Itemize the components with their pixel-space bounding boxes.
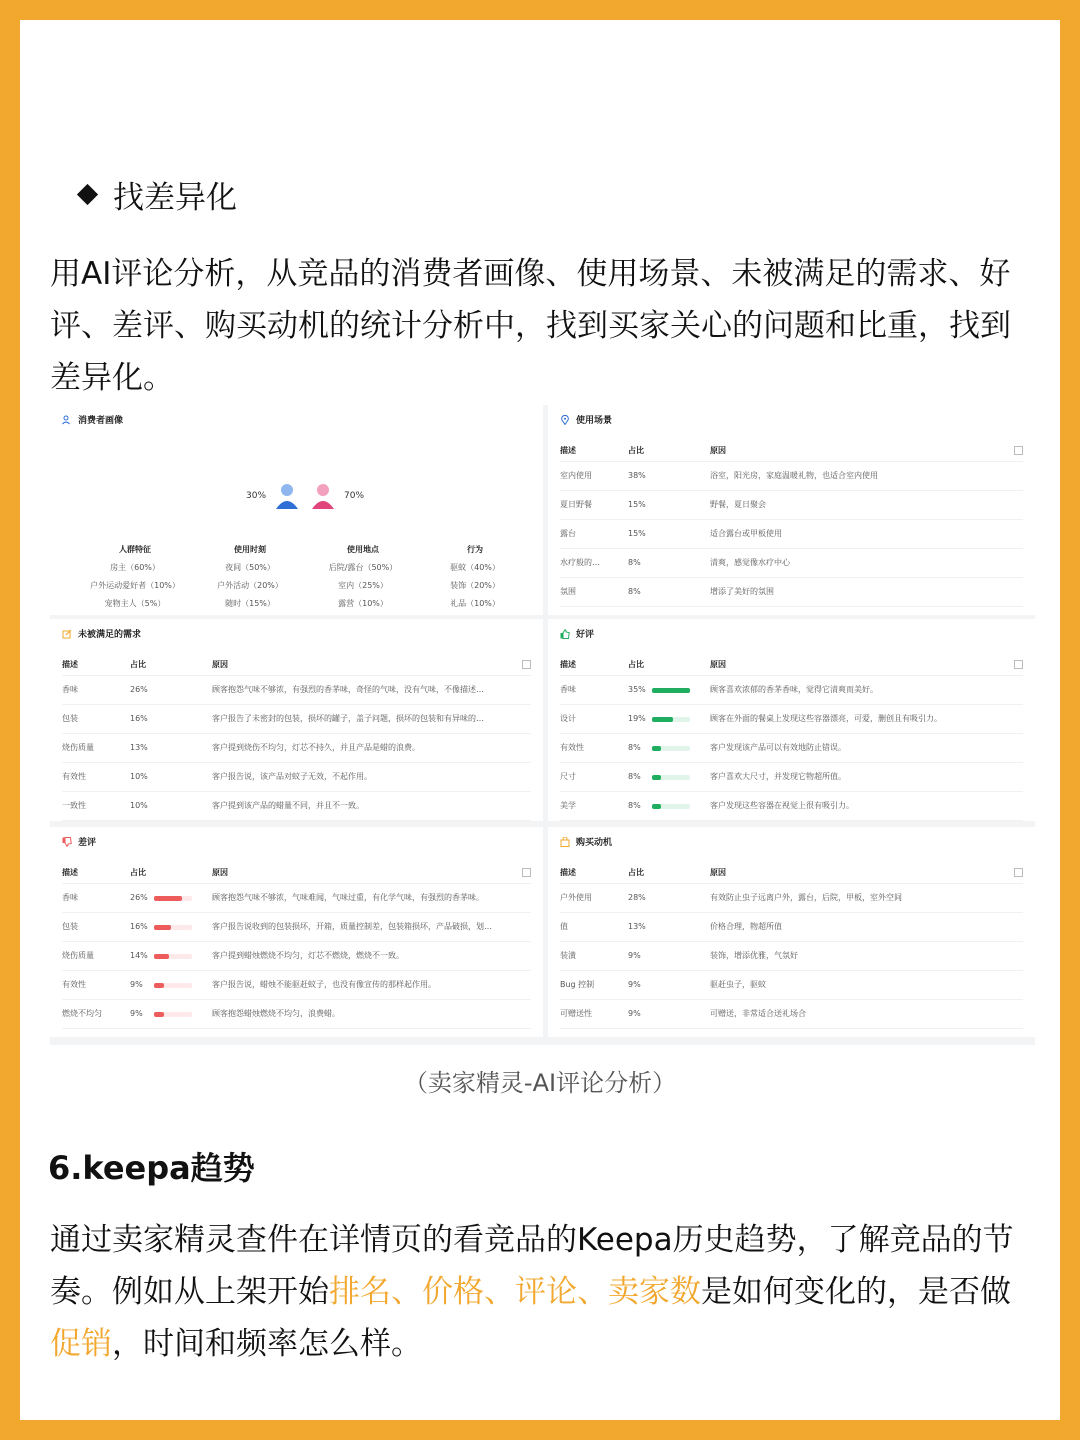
panel-title: 差评 bbox=[62, 835, 96, 848]
share-bar bbox=[652, 688, 690, 693]
table-row: 烧伤质量 14% 客户提到蜡烛燃烧不均匀，灯芯不燃烧，燃烧不一致。 bbox=[62, 942, 531, 971]
table-row: 室内使用 38% 浴室，阳光房，家庭温暖礼物，也适合室内使用 bbox=[560, 462, 1023, 491]
panel-title: 消费者画像 bbox=[62, 413, 123, 426]
users-icon bbox=[62, 415, 72, 425]
table-row: 尺寸 8% 客户喜欢大尺寸，并发现它物超所值。 bbox=[560, 763, 1023, 792]
section-heading bbox=[80, 172, 237, 217]
diamond-bullet-icon bbox=[77, 184, 98, 205]
shopping-bag-icon bbox=[560, 837, 570, 847]
table-header: 描述 占比 原因 bbox=[62, 863, 531, 884]
table-row: 香味 35% 顾客喜欢浓郁的香茅香味，觉得它清爽而美好。 bbox=[560, 676, 1023, 705]
share-bar bbox=[154, 896, 182, 901]
image-caption: （卖家精灵-AI评论分析） bbox=[403, 1069, 677, 1097]
table-row: 香味 26% 顾客抱怨气味不够浓，有强烈的香茅味，奇怪的气味，没有气味，不像描述… bbox=[62, 676, 531, 705]
column-settings-icon[interactable] bbox=[1014, 446, 1023, 455]
table-header: 描述 占比 原因 bbox=[560, 655, 1023, 676]
table-header: 描述 占比 原因 bbox=[560, 441, 1023, 462]
table-header: 描述 占比 原因 bbox=[560, 863, 1023, 884]
stat-group-time: 使用时刻 夜间（50%） 户外活动（20%） 随时（15%） bbox=[217, 545, 283, 608]
male-percentage: 30% bbox=[246, 491, 267, 501]
thumbs-down-icon bbox=[62, 837, 72, 847]
table-row: 一致性 10% 客户提到该产品的蜡量不同，并且不一致。 bbox=[62, 792, 531, 821]
table-row: 香味 26% 顾客抱怨气味不够浓，气味难闻，气味过重，有化学气味，有强烈的香茅味。 bbox=[62, 884, 531, 913]
table-row: 户外使用 28% 有效防止虫子远离户外，露台，后院，甲板，室外空间 bbox=[560, 884, 1023, 913]
share-bar bbox=[154, 1012, 164, 1017]
male-avatar-icon bbox=[274, 481, 300, 511]
share-bar bbox=[652, 746, 661, 751]
table-row: Bug 控制 9% 驱赶虫子，驱蚊 bbox=[560, 971, 1023, 1000]
usage-scenario-table bbox=[560, 441, 1023, 607]
table-row: 燃烧不均匀 9% 顾客抱怨蜡烛燃烧不均匀，浪费蜡。 bbox=[62, 1000, 531, 1029]
positive-reviews-panel bbox=[548, 619, 1035, 821]
column-settings-icon[interactable] bbox=[522, 868, 531, 877]
stat-group-crowd: 人群特征 房主（60%） 户外运动爱好者（10%） 宠物主人（5%） bbox=[90, 545, 180, 608]
positive-reviews-table bbox=[560, 655, 1023, 821]
unmet-needs-panel bbox=[50, 619, 543, 821]
keepa-paragraph: 通过卖家精灵查件在详情页的看竞品的Keepa历史趋势，了解竞品的节奏。例如从上架开始排名、价格、评论、卖家数是如何变化的，是否做促销，时间和频率怎么样。 bbox=[50, 1222, 1014, 1362]
highlight-promotion: 促销 bbox=[50, 1326, 112, 1362]
stat-group-behavior: 行为 驱蚊（40%） 装饰（20%） 礼品（10%） bbox=[450, 545, 500, 608]
panel-title: 使用场景 bbox=[560, 413, 612, 426]
column-settings-icon[interactable] bbox=[1014, 660, 1023, 669]
edit-icon bbox=[62, 629, 72, 639]
table-row: 有效性 8% 客户发现该产品可以有效地防止错误。 bbox=[560, 734, 1023, 763]
table-row: 设计 19% 顾客在外面的餐桌上发现这些容器漂亮，可爱，删创且有吸引力。 bbox=[560, 705, 1023, 734]
share-bar bbox=[154, 983, 164, 988]
table-row: 水疗般的… 8% 清爽，感觉像水疗中心 bbox=[560, 549, 1023, 578]
table-row: 有效性 9% 客户报告说，蜡烛不能驱赶蚊子，也没有像宣传的那样起作用。 bbox=[62, 971, 531, 1000]
stat-group-place: 使用地点 后院/露台（50%） 室内（25%） 露营（10%） bbox=[328, 545, 398, 608]
female-percentage: 70% bbox=[344, 491, 365, 501]
highlight-metrics: 排名、价格、评论、卖家数 bbox=[329, 1274, 701, 1310]
table-header: 描述 占比 原因 bbox=[62, 655, 531, 676]
table-row: 值 13% 价格合理，物超所值 bbox=[560, 913, 1023, 942]
table-row: 包装 16% 客户报告了未密封的包装，损坏的罐子，盖子问题，损坏的包装和有异味的… bbox=[62, 705, 531, 734]
negative-reviews-panel bbox=[50, 827, 543, 1037]
ai-review-analysis-screenshot bbox=[50, 405, 1035, 1045]
thumbs-up-icon bbox=[560, 629, 570, 639]
share-bar bbox=[154, 925, 171, 930]
panel-title: 购买动机 bbox=[560, 835, 612, 848]
table-row: 装潢 9% 装饰，增添优雅，气氛好 bbox=[560, 942, 1023, 971]
purchase-motivation-table bbox=[560, 863, 1023, 1029]
table-row: 可赠送性 9% 可赠送，非常适合送礼场合 bbox=[560, 1000, 1023, 1029]
consumer-profile-panel bbox=[50, 405, 543, 615]
usage-scenario-panel bbox=[548, 405, 1035, 615]
table-row: 氛围 8% 增添了美好的氛围 bbox=[560, 578, 1023, 607]
unmet-needs-table bbox=[62, 655, 531, 821]
share-bar bbox=[652, 717, 673, 722]
article-card bbox=[20, 20, 1060, 1420]
column-settings-icon[interactable] bbox=[1014, 868, 1023, 877]
location-pin-icon bbox=[560, 415, 570, 425]
table-row: 有效性 10% 客户报告说，该产品对蚊子无效，不起作用。 bbox=[62, 763, 531, 792]
panel-title: 未被满足的需求 bbox=[62, 627, 141, 640]
negative-reviews-table bbox=[62, 863, 531, 1029]
section-heading-text: 找差异化 bbox=[113, 180, 237, 216]
panel-title: 好评 bbox=[560, 627, 594, 640]
table-row: 夏日野餐 15% 野餐，夏日聚会 bbox=[560, 491, 1023, 520]
keepa-section-title: 6.keepa趋势 bbox=[48, 1149, 255, 1187]
table-row: 露台 15% 适合露台或甲板使用 bbox=[560, 520, 1023, 549]
table-row: 包装 16% 客户报告说收到的包装损坏，开箱，质量控制差，包装箱损坏，产品破损，划… bbox=[62, 913, 531, 942]
share-bar bbox=[652, 775, 661, 780]
table-row: 美学 8% 客户发现这些容器在视觉上很有吸引力。 bbox=[560, 792, 1023, 821]
female-avatar-icon bbox=[310, 481, 336, 511]
share-bar bbox=[154, 954, 169, 959]
share-bar bbox=[652, 804, 661, 809]
column-settings-icon[interactable] bbox=[522, 660, 531, 669]
table-row: 烧伤质量 13% 客户提到烧伤不均匀，灯芯不持久，并且产品是蜡的浪费。 bbox=[62, 734, 531, 763]
intro-paragraph: 用AI评论分析，从竞品的消费者画像、使用场景、未被满足的需求、好评、差评、购买动机的统计分析中，找到买家关心的问题和比重，找到差异化。 bbox=[50, 256, 1011, 396]
purchase-motivation-panel bbox=[548, 827, 1035, 1037]
